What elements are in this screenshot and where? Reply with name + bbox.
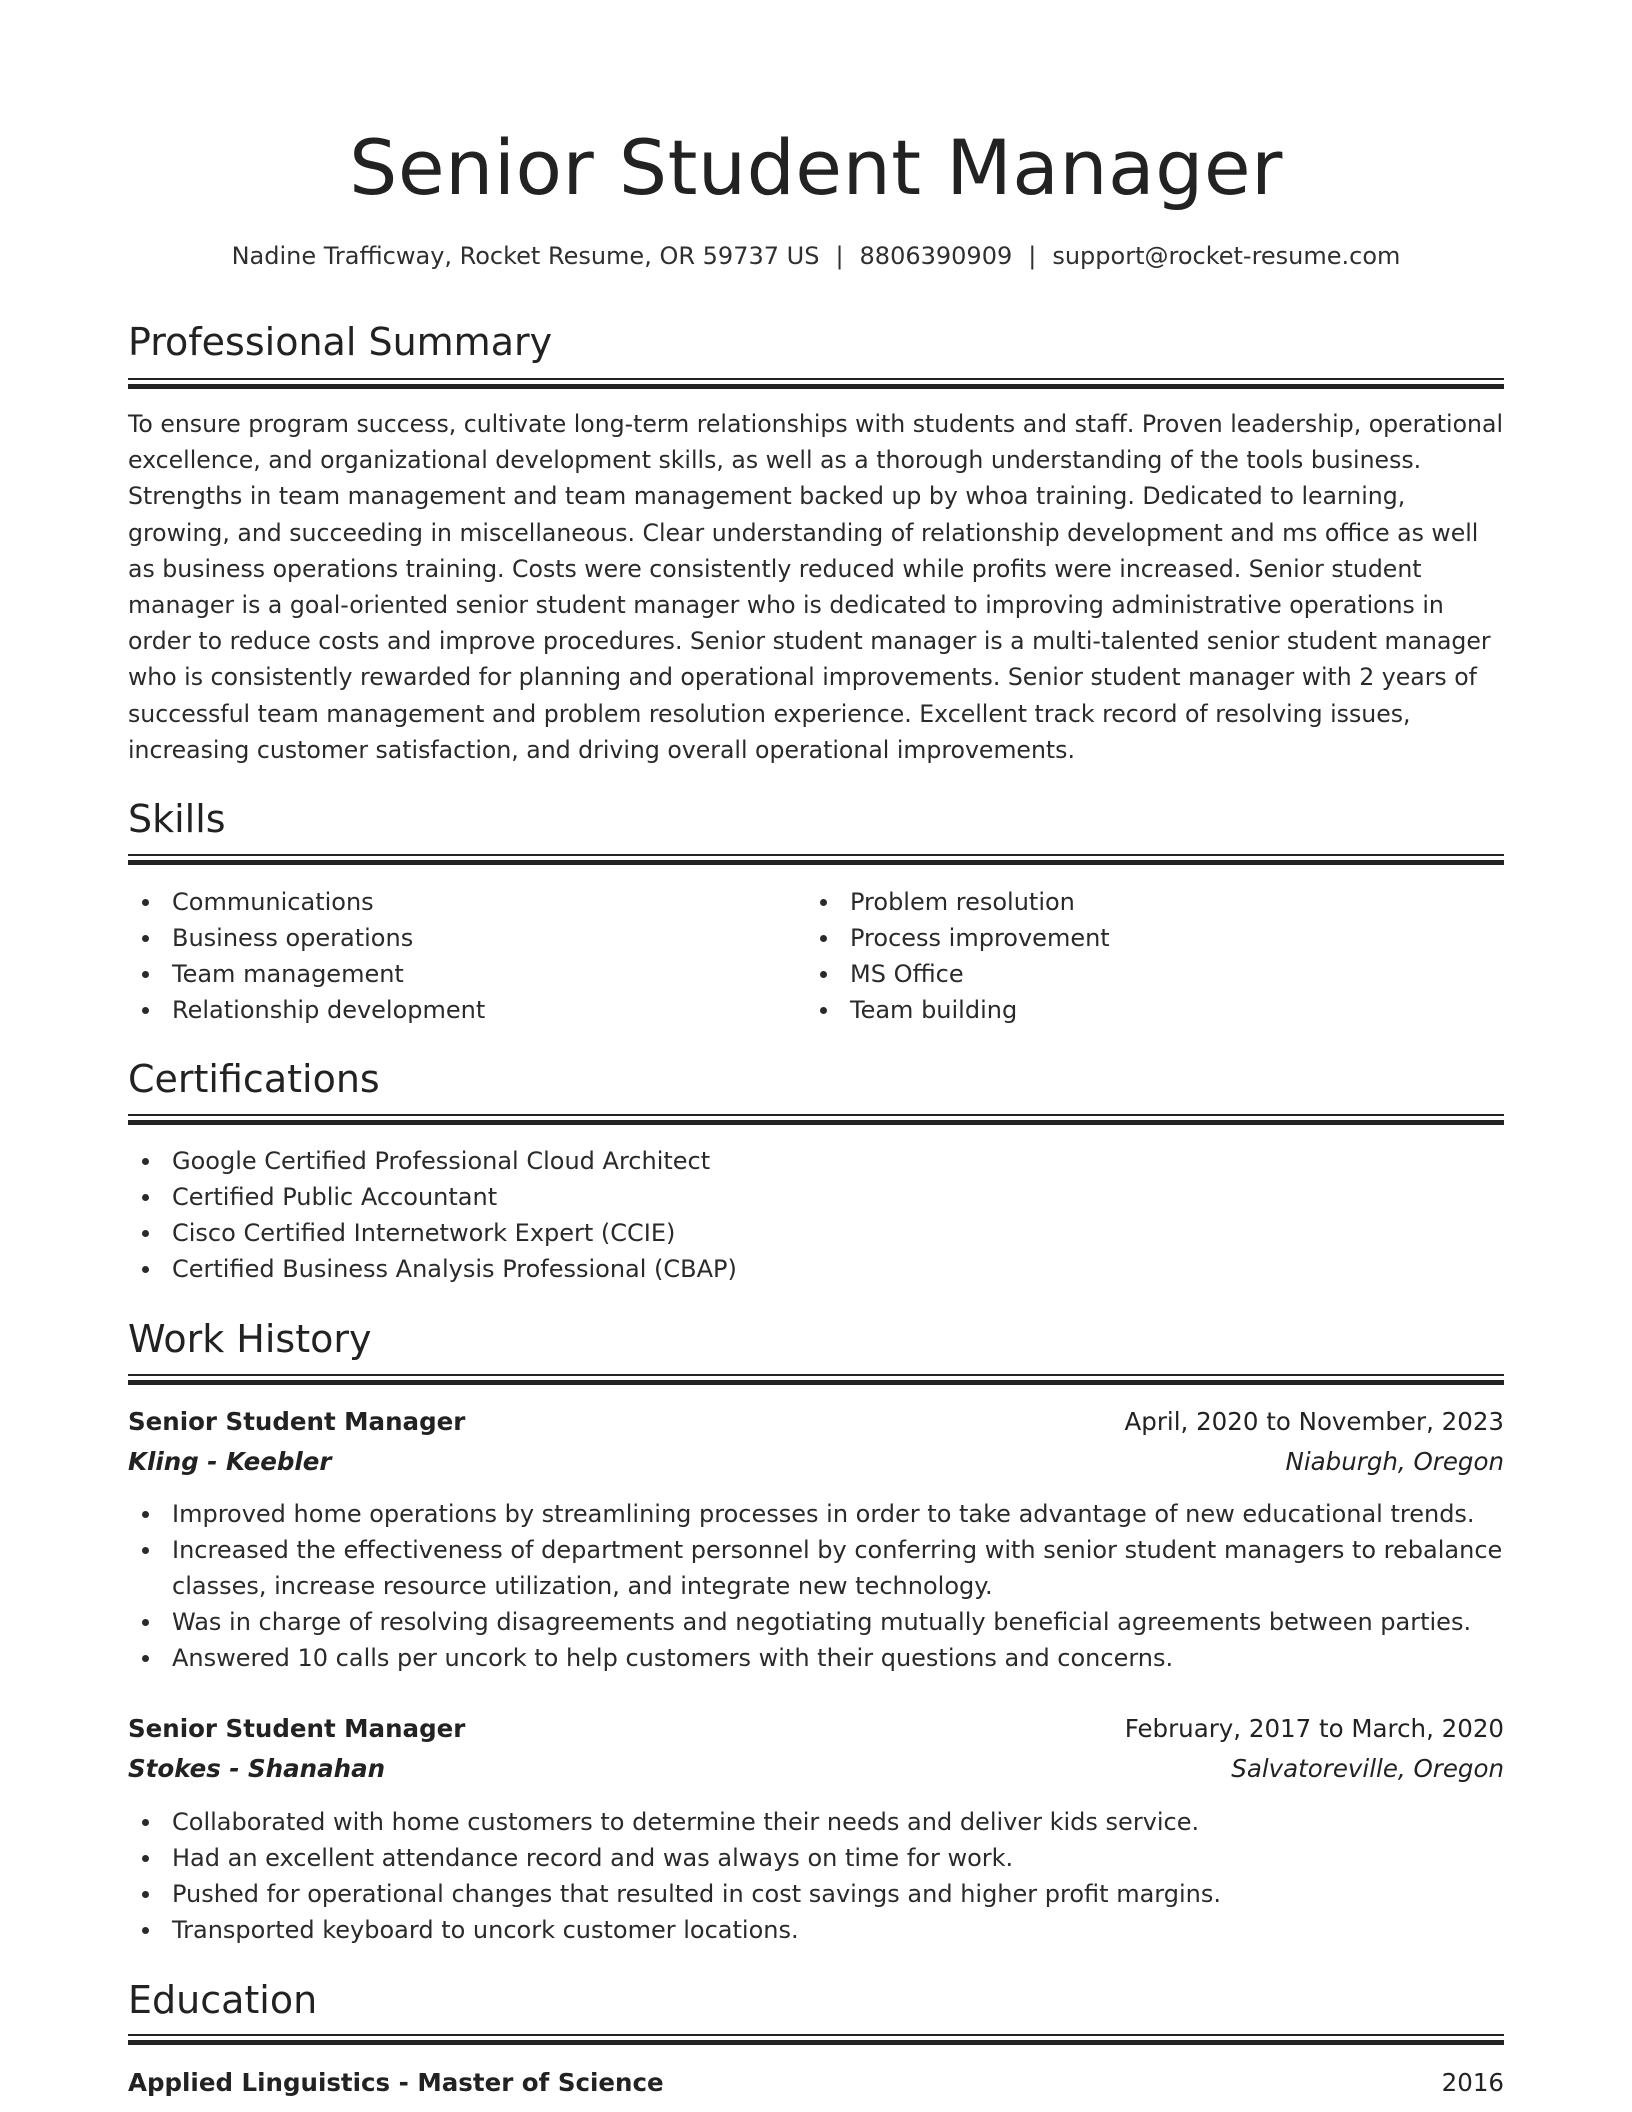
education-heading: Education (128, 1978, 318, 2022)
education-entry (128, 2065, 1504, 2105)
job-location: Salvatoreville, Oregon (1231, 1754, 1504, 1783)
skill-item: Team management (128, 956, 806, 992)
skill-item: Team building (806, 992, 1504, 1028)
job-location: Niaburgh, Oregon (1285, 1447, 1504, 1476)
skill-item: Relationship development (128, 992, 806, 1028)
job-title: Senior Student Manager (128, 1714, 466, 1743)
skill-item: Problem resolution (806, 884, 1504, 920)
job-bullets (128, 1804, 1504, 1948)
job-dates: April, 2020 to November, 2023 (1124, 1407, 1504, 1436)
skill-item: Communications (128, 884, 806, 920)
contact-separator: | (835, 242, 844, 270)
work-history-heading: Work History (128, 1317, 372, 1361)
job-bullet: Had an excellent attendance record and was always on time for work. (128, 1840, 1504, 1876)
job-company: Kling - Keebler (128, 1447, 332, 1476)
education-year: 2016 (1441, 2068, 1504, 2097)
skills-heading: Skills (128, 797, 226, 841)
certifications-list (128, 1143, 1504, 1287)
summary-heading: Professional Summary (128, 320, 553, 364)
certification-item: Cisco Certified Internetwork Expert (CCIE) (128, 1215, 1504, 1251)
contact-separator: | (1028, 242, 1037, 270)
section-divider (128, 378, 1504, 389)
job-bullet: Increased the effectiveness of department personnel by conferring with senior student managers to rebalance classes, increase resource utilization, and integrate new technology. (128, 1532, 1504, 1604)
certification-item: Certified Public Accountant (128, 1179, 1504, 1215)
contact-address: Nadine Trafficway, Rocket Resume, OR 59737 US (231, 242, 820, 270)
skills-list-right (806, 884, 1504, 1028)
job-dates: February, 2017 to March, 2020 (1124, 1714, 1504, 1743)
contact-email[interactable]: support@rocket-resume.com (1052, 242, 1401, 270)
section-divider (128, 1374, 1504, 1385)
contact-phone: 8806390909 (859, 242, 1013, 270)
section-divider (128, 1114, 1504, 1125)
skills-list-left (128, 884, 806, 1028)
job-bullet: Improved home operations by streamlining processes in order to take advantage of new educational trends. (128, 1496, 1504, 1532)
job-bullet: Collaborated with home customers to determine their needs and deliver kids service. (128, 1804, 1504, 1840)
section-divider (128, 854, 1504, 865)
job-header (128, 1711, 1504, 1791)
job-title: Senior Student Manager (128, 1407, 466, 1436)
section-divider (128, 2034, 1504, 2045)
job-bullet: Pushed for operational changes that resulted in cost savings and higher profit margins. (128, 1876, 1504, 1912)
job-bullet: Answered 10 calls per uncork to help customers with their questions and concerns. (128, 1640, 1504, 1676)
contact-line (128, 238, 1504, 274)
certifications-heading: Certifications (128, 1057, 380, 1101)
education-degree: Applied Linguistics - Master of Science (128, 2068, 664, 2097)
job-bullet: Was in charge of resolving disagreements and negotiating mutually beneficial agreements between parties. (128, 1604, 1504, 1640)
skill-item: MS Office (806, 956, 1504, 992)
summary-text: To ensure program success, cultivate long-term relationships with students and staff. Proven leadership, operational excellence, and organizational development skills, as well as a thorough understanding of the tools business. Strengths in team management and team management backed up by whoa training. Dedicated to learning, growing, and succeeding in miscellaneous. Clear understanding of relationship development and ms office as well as business operations training. Costs were consistently reduced while profits were increased. Senior student manager is a goal-oriented senior student manager who is dedicated to improving administrative operations in order to reduce costs and improve procedures. Senior student manager is a multi-talented senior student manager who is consistently rewarded for planning and operational improvements. Senior student manager with 2 years of successful team management and problem resolution experience. Excellent track record of resolving issues, increasing customer satisfaction, and driving overall operational improvements. (128, 410, 1504, 764)
certification-item: Google Certified Professional Cloud Architect (128, 1143, 1504, 1179)
skill-item: Business operations (128, 920, 806, 956)
job-company: Stokes - Shanahan (128, 1754, 386, 1783)
resume-name: Senior Student Manager (349, 123, 1283, 212)
job-header (128, 1404, 1504, 1484)
certification-item: Certified Business Analysis Professional (CBAP) (128, 1251, 1504, 1287)
job-bullet: Transported keyboard to uncork customer locations. (128, 1912, 1504, 1948)
skill-item: Process improvement (806, 920, 1504, 956)
job-bullets (128, 1496, 1504, 1676)
